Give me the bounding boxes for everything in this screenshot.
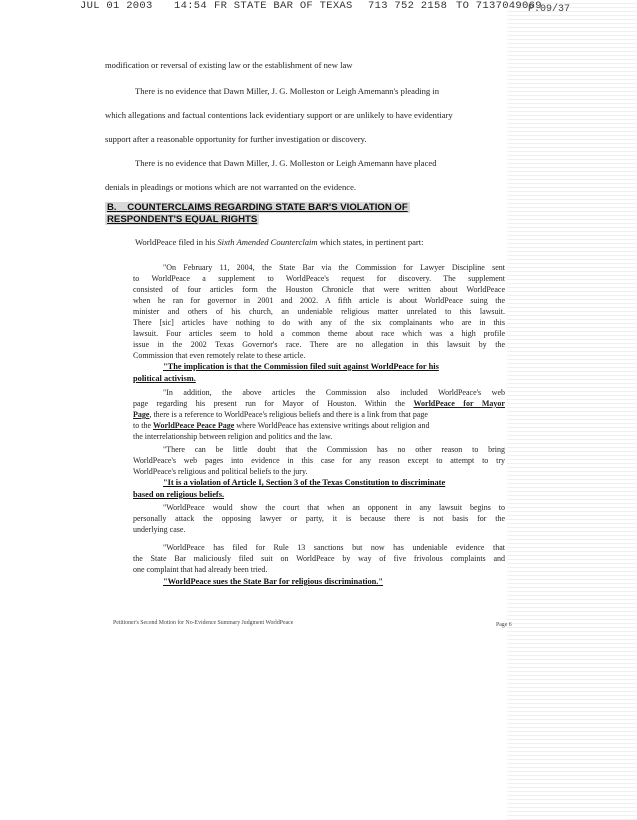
quote-line: "On February 11, 2004, the State Bar via the Commission for Lawyer Discipline sent — [163, 263, 505, 272]
quote-emphasis: "WorldPeace sues the State Bar for religious discrimination." — [163, 577, 384, 586]
quote-text: page regarding his present run for Mayor of Houston. Within the — [133, 399, 414, 408]
quote-line: personally attack the opposing lawyer or party, it is because there is not basis for the — [133, 514, 505, 523]
quote-line: when he ran for governor in 2001 and 2002. A fifth article is about WorldPeace suing the — [133, 296, 505, 305]
intro-line — [135, 237, 424, 247]
paragraph-line: There is no evidence that Dawn Miller, J. G. Molleston or Leigh Amemann's pleading in — [135, 86, 440, 96]
quote-emphasis: based on religious beliefs. — [133, 490, 225, 499]
fax-from: FR STATE BAR OF TEXAS — [214, 0, 353, 12]
fax-scan-noise-strip — [507, 0, 637, 820]
quote-link-mayor-page-cont: Page — [133, 410, 150, 419]
quote-text: , there is a reference to WorldPeace's religious beliefs and there is a link from that page — [149, 410, 428, 419]
quote-line — [133, 420, 505, 431]
fax-page-number: P.09/37 — [528, 4, 571, 15]
quote-line: issue in the 2002 Texas Governor's race. There are no allegation in this lawsuit by the — [133, 340, 505, 349]
intro-tail: which states, in pertinent part: — [317, 237, 424, 247]
quote-line: WorldPeace's web pages into evidence in this case for any reason except to attempt to try — [133, 456, 505, 465]
quote-line: the State Bar maliciously filed suit on WorldPeace by way of five frivolous complaints and — [133, 554, 505, 563]
fax-transmission-header — [80, 0, 600, 14]
quote-line: minister and others of his church, an undeniable religious matter unrelated to this lawsuit. — [133, 307, 505, 316]
intro-lead: WorldPeace filed in his — [135, 237, 218, 247]
quote-link-mayor-page: WorldPeace for Mayor — [413, 399, 505, 408]
section-number: B. — [107, 202, 117, 213]
quote-line: the interrelationship between religion and politics and the law. — [133, 432, 333, 441]
paragraph-line: There is no evidence that Dawn Miller, J. G. Molleston or Leigh Amemann have placed — [135, 158, 437, 168]
quote-line — [133, 409, 505, 420]
paragraph-line: support after a reasonable opportunity for further investigation or discovery. — [105, 134, 367, 144]
quote-line: "In addition, the above articles the Commission also included WorldPeace's web — [163, 388, 505, 397]
quote-line: "There can be little doubt that the Commission has no other reason to bring — [163, 445, 505, 454]
section-heading-line2: RESPONDENT'S EQUAL RIGHTS — [107, 214, 258, 225]
quote-emphasis: "It is a violation of Article I, Section 3 of the Texas Constitution to discriminate — [163, 478, 446, 487]
quote-line: "WorldPeace would show the court that when an opponent in any lawsuit begins to — [163, 503, 505, 512]
fax-from-number: 713 752 2158 — [368, 0, 448, 12]
fax-date: JUL 01 2003 — [80, 0, 153, 12]
footer-page-number: Page 6 — [496, 622, 512, 628]
quote-emphasis: "The implication is that the Commission filed suit against WorldPeace for his — [163, 362, 439, 371]
quote-line: one complaint that had already been tried. — [133, 565, 268, 574]
quote-line: There [sic] articles have nothing to do with any of the six complainants who are in this — [133, 318, 505, 327]
section-heading — [105, 202, 410, 213]
paragraph-line: modification or reversal of existing law or the establishment of new law — [105, 60, 353, 70]
quote-line: to WorldPeace a supplement to WorldPeace's request for discovery. The supplement — [133, 274, 505, 283]
quote-emphasis: political activism. — [133, 374, 196, 383]
quote-line: consisted of four articles form the Houston Chronicle that were written about WorldPeace — [133, 285, 505, 294]
section-title-line1: COUNTERCLAIMS REGARDING STATE BAR'S VIOLATION OF — [127, 202, 408, 213]
quote-line: lawsuit. Four articles seem to hold a common theme about race which was a high profile — [133, 329, 505, 338]
fax-time: 14:54 — [174, 0, 208, 12]
quote-line — [133, 398, 505, 409]
fax-to: TO 7137049069 — [456, 0, 542, 12]
quote-link-peace-page: WorldPeace Peace Page — [153, 421, 235, 430]
quote-line: WorldPeace's religious and political beliefs to the jury. — [133, 467, 308, 476]
quote-line: underlying case. — [133, 525, 186, 534]
quote-text: where WorldPeace has extensive writings about religion and — [234, 421, 430, 430]
intro-document-title: Sixth Amended Counterclaim — [217, 237, 318, 247]
quote-line: Commission that even remotely relate to these article. — [133, 351, 306, 360]
quote-line: "WorldPeace has filed for Rule 13 sanctions but now has undeniable evidence that — [163, 543, 505, 552]
paragraph-line: which allegations and factual contentions lack evidentiary support or are unlikely to have evidentiary — [105, 110, 453, 120]
paragraph-line: denials in pleadings or motions which are not warranted on the evidence. — [105, 182, 357, 192]
quote-text: to the — [133, 421, 153, 430]
footer-document-title: Petitioner's Second Motion for No-Evidence Summary Judgment WorldPeace — [113, 620, 294, 626]
